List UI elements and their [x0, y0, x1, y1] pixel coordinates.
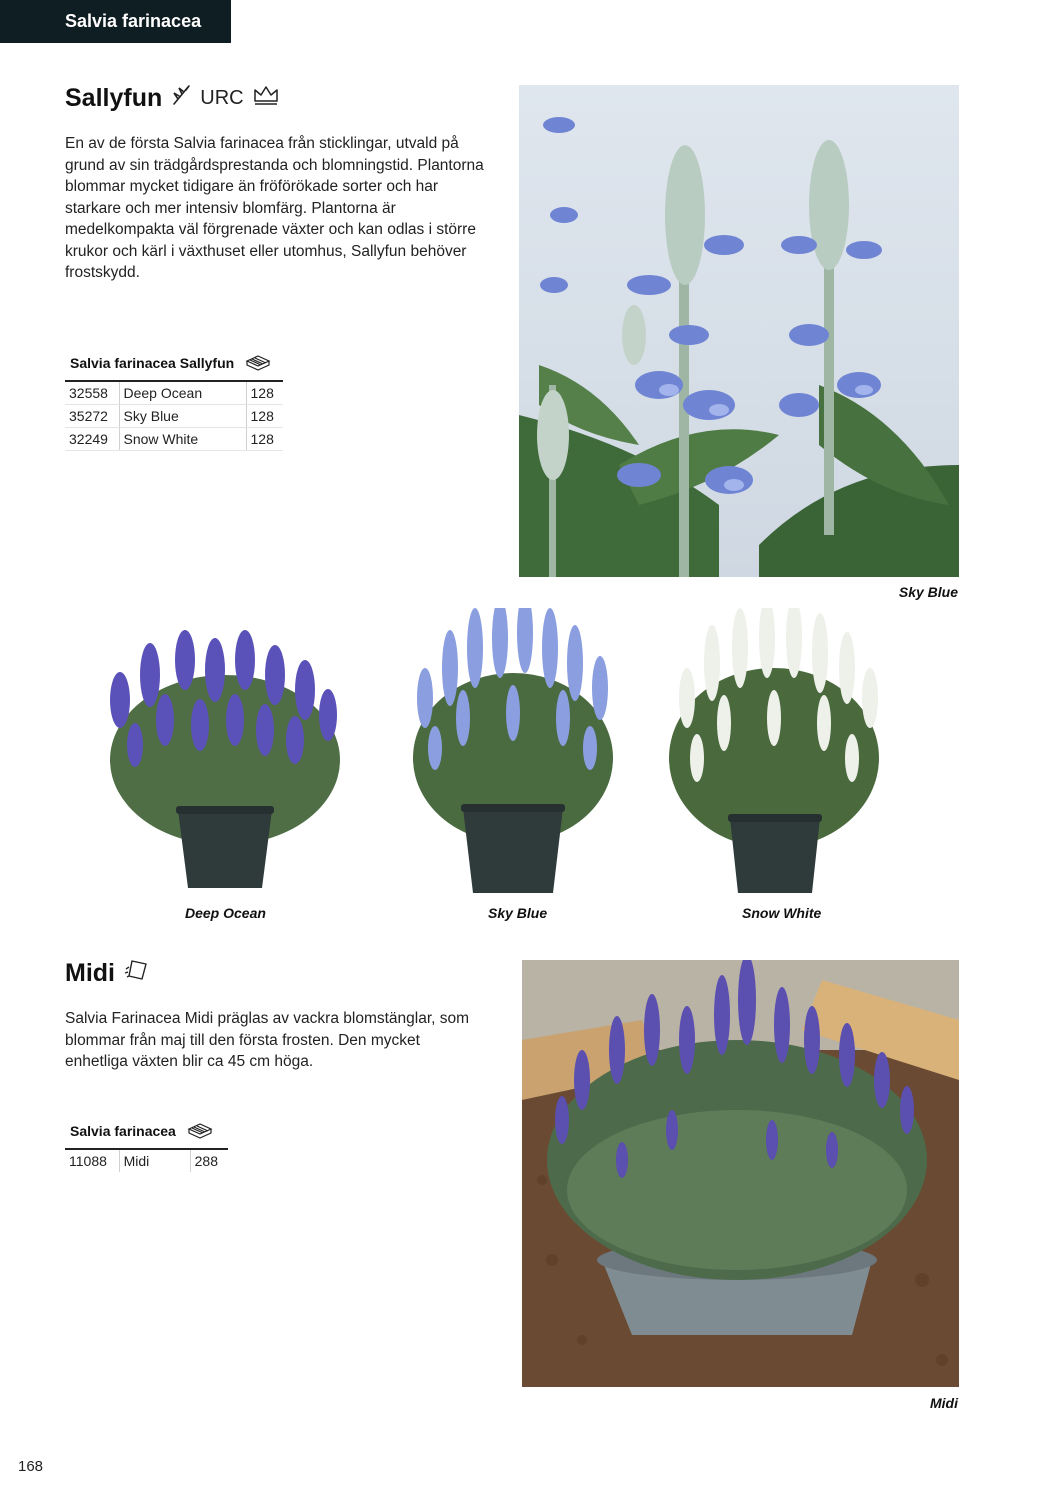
midi-table-header [65, 1118, 228, 1144]
midi-photo-caption: Midi [930, 1395, 958, 1411]
midi-heading [65, 958, 149, 989]
sallyfun-description: En av de första Salvia farinacea från sticklingar, utvald på grund av sin trädgårdsprestanda och blomningstid. Plantorna blommar mycket tidigare än fröförökade sorter och har starkare och mer intensiv blomfärg. Plantorna är medelkompakta väl förgrenade växter och kan odlas i större krukor och kärl i växthuset eller utomhus, Sallyfun behöver frostskydd. [65, 135, 484, 281]
item-qty: 128 [246, 405, 283, 428]
urc-badge: URC [200, 87, 244, 109]
snow-white-photo [662, 608, 887, 900]
item-qty: 288 [190, 1150, 228, 1172]
midi-description: Salvia Farinacea Midi präglas av vackra blomstänglar, som blommar från maj till den första frosten. Den mycket enhetliga växten blir ca 45 cm höga. [65, 1010, 470, 1070]
tray-icon [186, 1121, 214, 1142]
sallyfun-table-header [65, 350, 283, 376]
sallyfun-table [65, 350, 283, 451]
item-code: 32558 [65, 382, 119, 405]
table-row [65, 382, 283, 405]
midi-table [65, 1118, 228, 1172]
cutting-icon [170, 84, 192, 113]
sky-blue-potted-photo [405, 608, 620, 900]
item-name: Sky Blue [119, 405, 246, 428]
section-tab: Salvia farinacea [0, 0, 231, 43]
item-name: Snow White [119, 428, 246, 451]
item-qty: 128 [246, 428, 283, 451]
sallyfun-table-body [65, 382, 283, 451]
tray-icon [244, 353, 272, 374]
sky-blue-caption: Sky Blue [488, 905, 548, 921]
midi-title: Midi [65, 959, 115, 987]
table-row [65, 405, 283, 428]
sallyfun-title: Sallyfun [65, 84, 163, 112]
table-row [65, 428, 283, 451]
item-code: 35272 [65, 405, 119, 428]
item-name: Midi [119, 1150, 190, 1172]
midi-table-body [65, 1150, 228, 1172]
item-code: 11088 [69, 1153, 107, 1169]
item-code: 32249 [65, 428, 119, 451]
sky-blue-photo-caption: Sky Blue [898, 584, 958, 600]
seed-packet-icon [123, 958, 149, 989]
midi-photo [522, 960, 959, 1387]
sky-blue-closeup-photo [519, 85, 959, 577]
deep-ocean-photo [100, 630, 350, 900]
sallyfun-table-title: Salvia farinacea Sallyfun [70, 355, 235, 371]
deep-ocean-caption: Deep Ocean [185, 905, 266, 921]
sallyfun-heading [65, 84, 280, 113]
item-name: Deep Ocean [119, 382, 246, 405]
crown-icon [252, 84, 280, 113]
midi-table-title: Salvia farinacea [70, 1123, 176, 1139]
item-qty: 128 [246, 382, 283, 405]
page-number: 168 [18, 1458, 44, 1475]
snow-white-caption: Snow White [742, 905, 822, 921]
table-row [65, 1150, 228, 1172]
